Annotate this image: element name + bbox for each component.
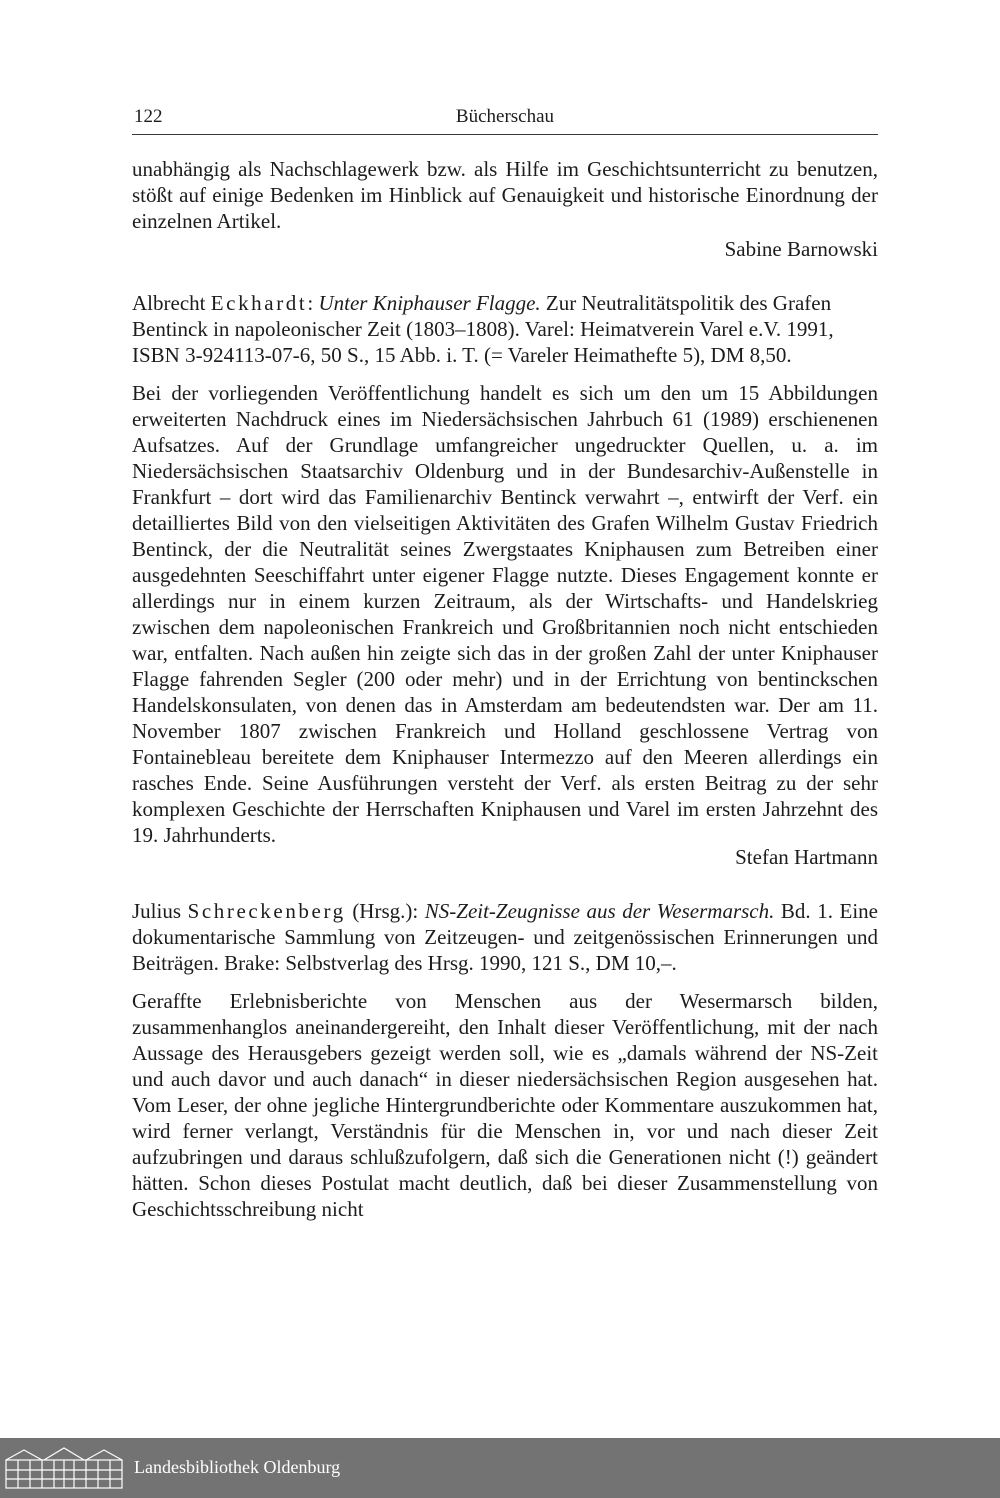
page-number: 122 — [134, 106, 163, 127]
bibliographic-entry — [132, 898, 878, 976]
reviewer-signature: Sabine Barnowski — [724, 237, 878, 261]
running-title: Bücherschau — [455, 106, 555, 127]
text-body — [132, 156, 878, 1222]
author-first-name: Julius — [132, 899, 182, 923]
library-name: Landesbibliothek Oldenburg — [134, 1457, 341, 1477]
bibliographic-details: Bd. 1. Eine dokumentarische Sammlung von Zeitzeugen- und zeitgenössischen Erinnerungen und Beiträgen. Brake: Selbstverlag des Hrsg. 1990, 121 S., DM 10,–. — [132, 899, 879, 975]
review-body: Geraffte Erlebnisberichte von Menschen aus der Wesermarsch bilden, zusammenhanglos aneinandergereiht, den Inhalt dieser Veröffentlichung, mit der nach Aussage des Herausgebers gezeigt werden soll, wie es „damals während der NS-Zeit und auch davor und auch danach“ in dieser niedersächsischen Region ausgesehen hat. Vom Leser, der ohne jegliche Hintergrundberichte oder Kommentare auszukommen hat, wird ferner verlangt, Verständnis für die Menschen in, vor und nach dieser Zeit aufzubringen und daraus schlußzufolgern, daß sich die Generationen nicht (!) geändert hätten. Schon dieses Postulat macht deutlich, daß bei dieser Zusammenstellung von Geschichtsschreibung nicht — [132, 989, 878, 1221]
author-first-name: Albrecht — [132, 291, 206, 315]
book-title: NS-Zeit-Zeugnisse aus der Wesermarsch. — [424, 899, 775, 923]
bibliographic-details: Zur Neutralitätspolitik des Grafen Bentinck in napoleonischer Zeit (1803–1808). Varel: Heimatverein Varel e.V. 1991, ISBN 3-924113-07-6, 50 S., 15 Abb. i. T. (= Vareler Heimathefte 5), DM 8,50. — [132, 291, 834, 367]
book-title: Unter Kniphauser Flagge. — [318, 291, 541, 315]
library-footer — [0, 1438, 1000, 1498]
author-last-name: Schreckenberg — [187, 899, 346, 923]
bibliographic-entry: Albrecht Eckhardt: Unter Kniphauser Flagge. Zur Neutralitätspolitik des Grafen Bentinck in napoleonischer Zeit (1803–1808). Varel: Heimatverein Varel e.V. 1991, ISBN 3-924113-07-6, 50 S., 15 Abb. i. T. (= Vareler Heimathefte 5), DM 8,50. — [132, 291, 834, 367]
editor-note: (Hrsg.): — [352, 899, 419, 923]
running-header — [132, 104, 878, 135]
reviewer-signature: Stefan Hartmann — [735, 845, 878, 869]
review-body: Bei der vorliegenden Veröffentlichung handelt es sich um den um 15 Abbildungen erweiterten Nachdruck eines im Niedersächsischen Jahrbuch 61 (1989) erschienenen Aufsatzes. Auf der Grundlage umfangreicher ungedruckter Quellen, u. a. im Niedersächsischen Staatsarchiv Oldenburg und in der Bundesarchiv-Außenstelle in Frankfurt – dort wird das Familienarchiv Bentinck verwahrt –, entwirft der Verf. ein detailliertes Bild von den vielseitigen Aktivitäten des Grafen Wilhelm Gustav Friedrich Bentinck, der die Neutralität seines Zwergstaates Kniphausen zum Betreiben einer ausgedehnten Seeschiffahrt unter eigener Flagge nutzte. Dieses Engagement konnte er allerdings nur in einem kurzen Zeitraum, als der Wirtschafts- und Handelskrieg zwischen dem napoleonischen Frankreich und Großbritannien noch nicht entschieden war, entfalten. Nach außen hin zeigte sich das in der großen Zahl der unter Kniphauser Flagge fahrenden Segler (200 oder mehr) und in der Errichtung von bentinckschen Handelskonsulaten, von denen das in Amsterdam am bedeutendsten war. Der am 11. November 1807 zwischen Frankreich und Holland geschlossene Vertrag von Fontainebleau bereitete dem Kniphauser Intermezzo auf den Meeren allerdings ein rasches Ende. Seine Ausführungen versteht der Verf. als ersten Beitrag zu der sehr komplexen Geschichte der Herrschaften Kniphausen und Varel im ersten Jahrzehnt des 19. Jahrhunderts. — [132, 381, 878, 847]
review-tail-text: unabhängig als Nachschlagewerk bzw. als Hilfe im Geschichtsunterricht zu benutzen, stößt auf einige Bedenken im Hinblick auf Genauigkeit und historische Einordnung der einzelnen Artikel. — [132, 157, 878, 233]
author-last-name: Eckhardt — [210, 291, 308, 315]
library-building-icon — [4, 1446, 124, 1490]
